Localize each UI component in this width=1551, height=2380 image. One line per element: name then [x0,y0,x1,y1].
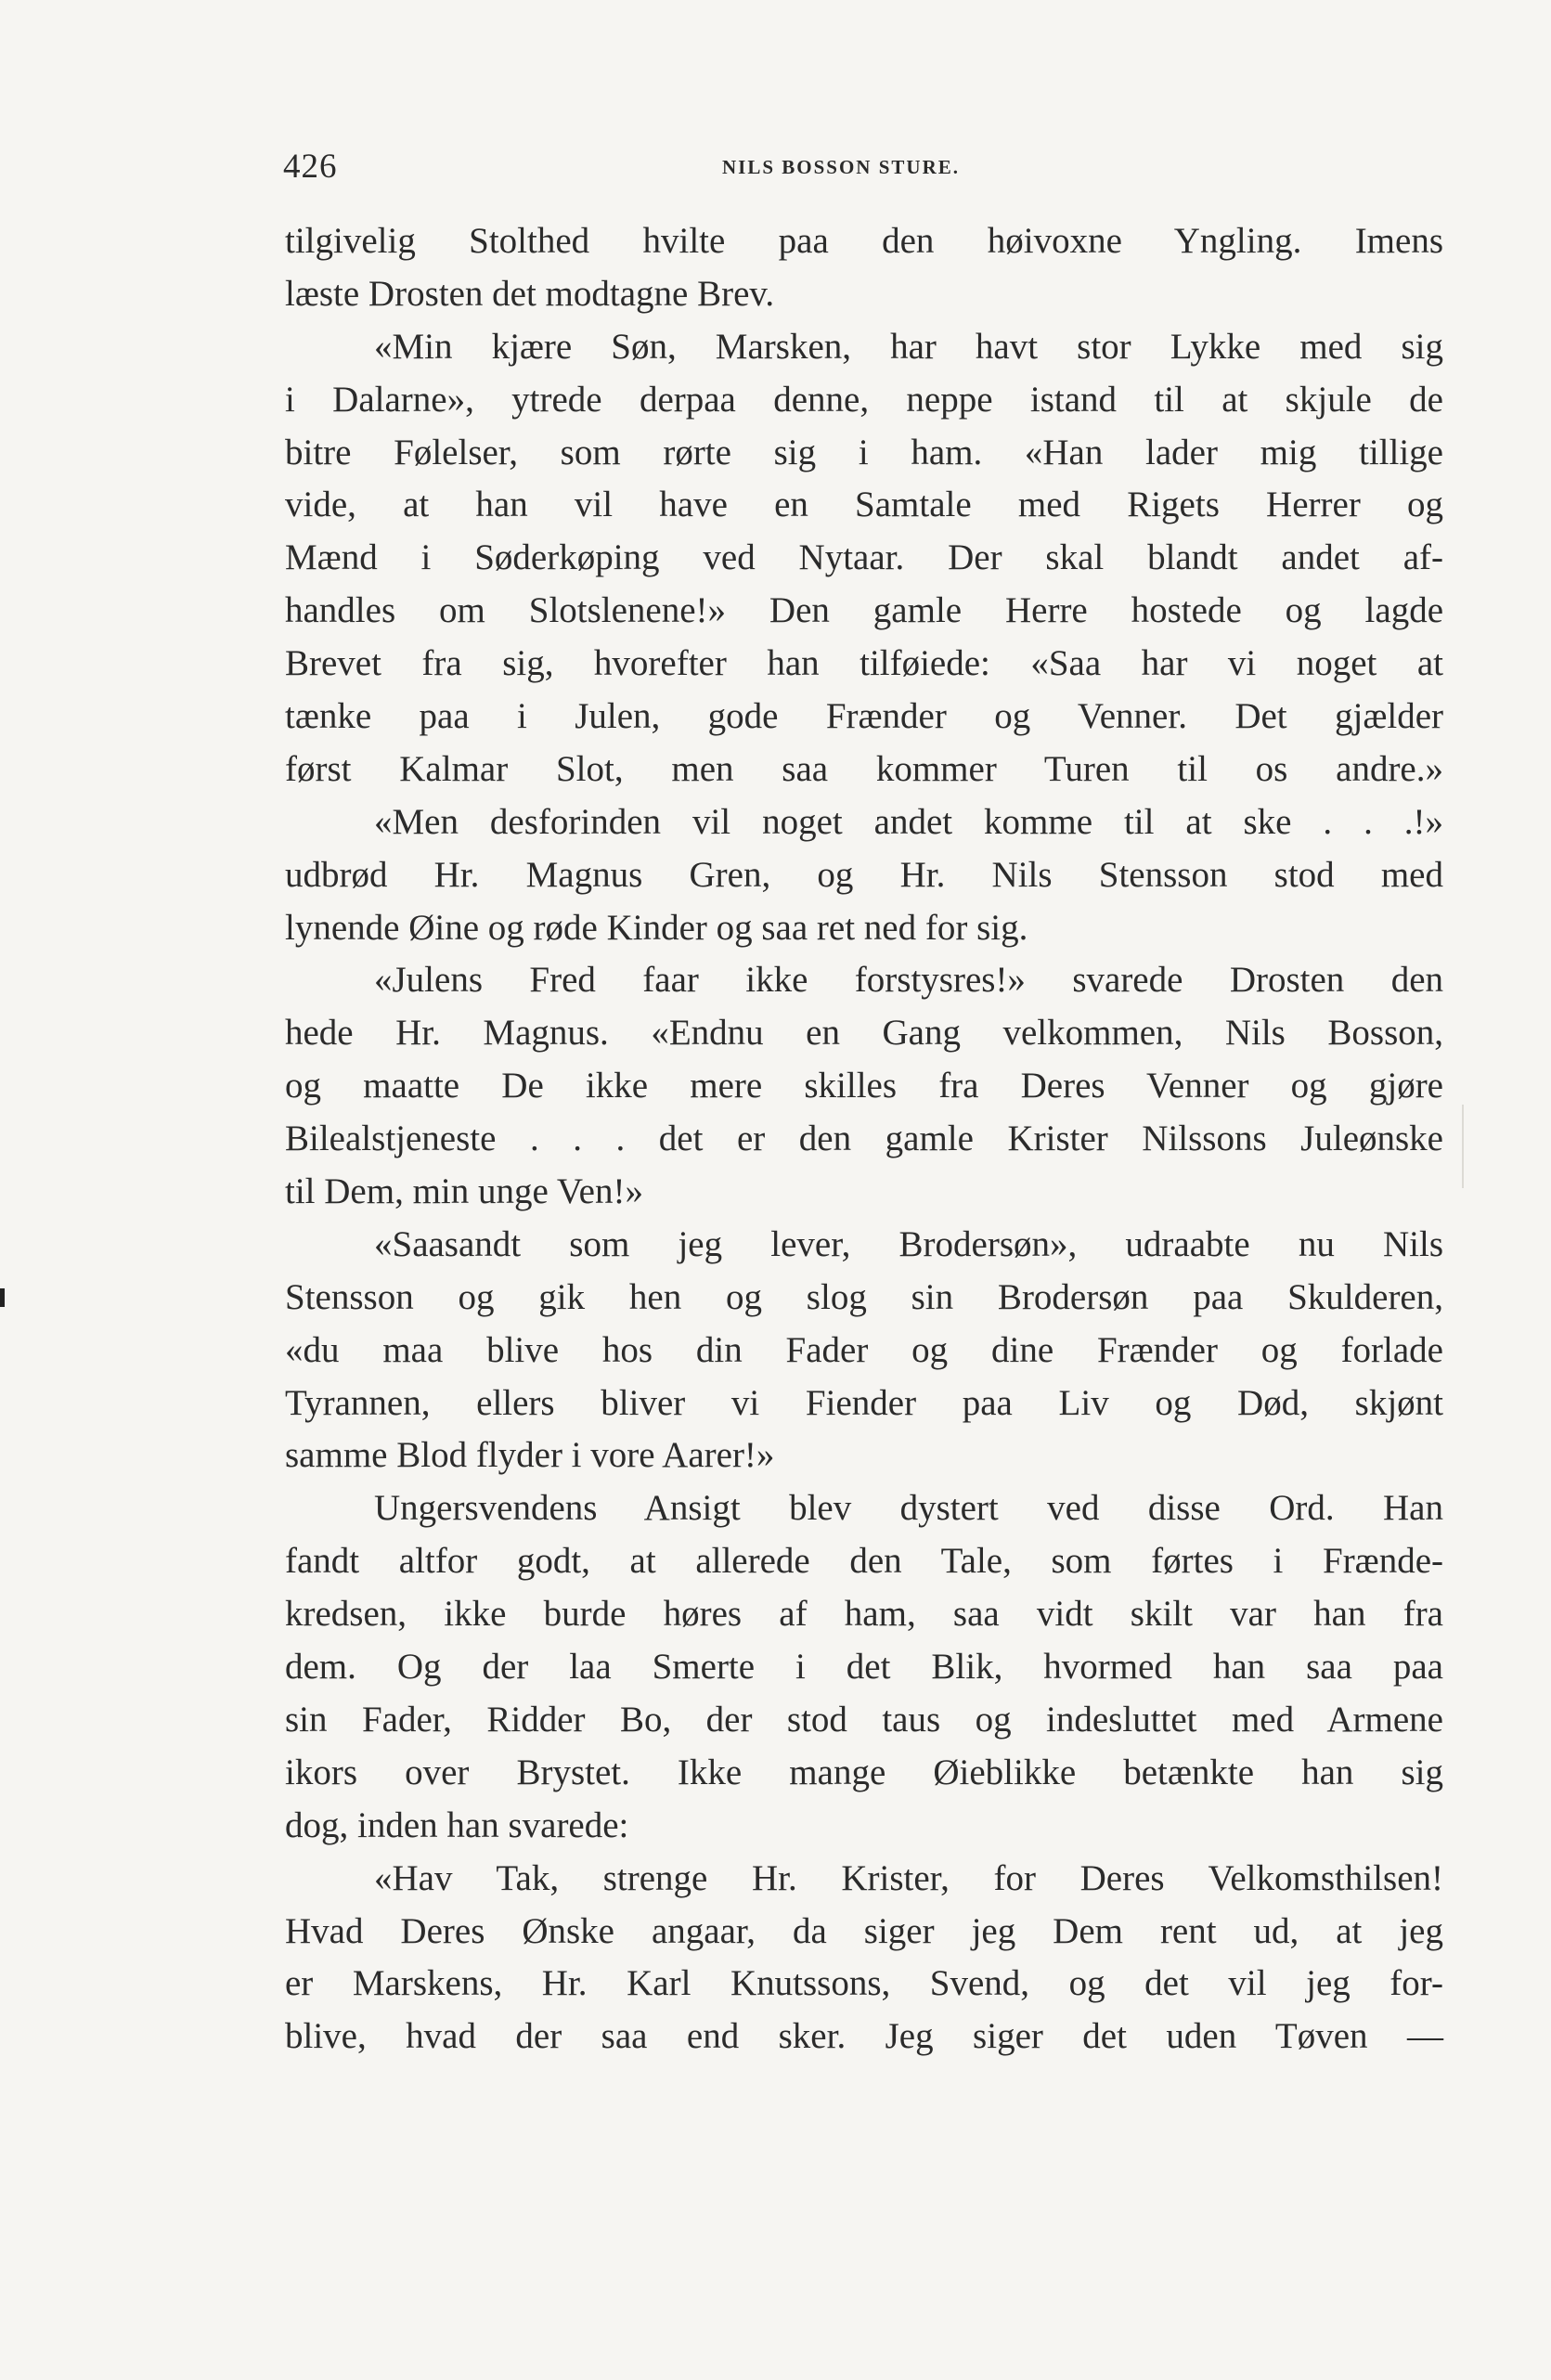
text-line: dog, inden han svarede: [285,1804,629,1845]
text-line: Ungersvendens Ansigt blev dystert ved disse Ord. Han [374,1488,1443,1529]
text-line: ikors over Brystet. Ikke mange Øieblikke betænkte han sig [285,1752,1443,1792]
text-line: handles om Slotslenene!» Den gamle Herre hostede og lagde [285,590,1443,631]
text-line: læste Drosten det modtagne Brev. [285,273,775,314]
text-line: «du maa blive hos din Fader og dine Frænder og forlade [285,1329,1443,1370]
margin-mark [0,1288,5,1307]
text-line: «Saasandt som jeg lever, Brodersøn», udraabte nu Nils [374,1223,1443,1264]
text-line: «Men desforinden vil noget andet komme til at ske . . .!» [374,801,1443,842]
text-line: samme Blod flyder i vore Aarer!» [285,1435,775,1476]
text-line: udbrød Hr. Magnus Gren, og Hr. Nils Stensson stod med [285,854,1443,895]
text-line: blive, hvad der saa end sker. Jeg siger det uden Tøven — [285,2016,1443,2057]
text-line: og maatte De ikke mere skilles fra Deres Venner og gjøre [285,1066,1443,1106]
text-line: Mænd i Søderkøping ved Nytaar. Der skal blandt andet af- [285,537,1443,578]
text-line: er Marskens, Hr. Karl Knutssons, Svend, og det vil jeg for- [285,1963,1443,2004]
text-line: Hvad Deres Ønske angaar, da siger jeg Dem rent ud, at jeg [285,1910,1443,1951]
text-line: Stensson og gik hen og slog sin Brodersøn paa Skulderen, [285,1276,1443,1317]
text-line: bitre Følelser, som rørte sig i ham. «Han lader mig tillige [285,432,1443,472]
text-line: kredsen, ikke burde høres af ham, saa vidt skilt var han fra [285,1594,1443,1635]
text-line: «Hav Tak, strenge Hr. Krister, for Deres Velkomsthilsen! [374,1857,1443,1898]
text-line: tilgivelig Stolthed hvilte paa den høivoxne Yngling. Imens [285,221,1443,261]
text-line: i Dalarne», ytrede derpaa denne, neppe istand til at skjule de [285,379,1443,420]
text-line: vide, at han vil have en Samtale med Rigets Herrer og [285,485,1443,525]
text-line: sin Fader, Ridder Bo, der stod taus og indesluttet med Armene [285,1699,1443,1740]
text-line: lynende Øine og røde Kinder og saa ret ned for sig. [285,907,1028,948]
page-number: 426 [283,148,338,186]
text-line: «Julens Fred faar ikke forstysres!» svarede Drosten den [374,960,1443,1001]
text-line: Bilealstjeneste . . . det er den gamle Krister Nilssons Juleønske [285,1119,1443,1159]
text-line: Brevet fra sig, hvorefter han tilføiede: «Saa har vi noget at [285,643,1443,684]
text-line: fandt altfor godt, at allerede den Tale, som førtes i Frænde- [285,1541,1443,1582]
text-line: dem. Og der laa Smerte i det Blik, hvormed han saa paa [285,1647,1443,1688]
body-text [285,215,1443,2063]
text-line: «Min kjære Søn, Marsken, har havt stor Lykke med sig [374,326,1443,367]
text-line: først Kalmar Slot, men saa kommer Turen til os andre.» [285,748,1443,789]
text-line: hede Hr. Magnus. «Endnu en Gang velkommen, Nils Bosson, [285,1013,1443,1054]
text-line: til Dem, min unge Ven!» [285,1171,643,1212]
scan-artifact [1462,1105,1464,1188]
running-title: NILS BOSSON STURE. [722,156,960,178]
text-line: Tyrannen, ellers bliver vi Fiender paa Liv og Død, skjønt [285,1382,1443,1423]
text-line: tænke paa i Julen, gode Frænder og Venner. Det gjælder [285,696,1443,737]
running-head [283,147,1443,193]
